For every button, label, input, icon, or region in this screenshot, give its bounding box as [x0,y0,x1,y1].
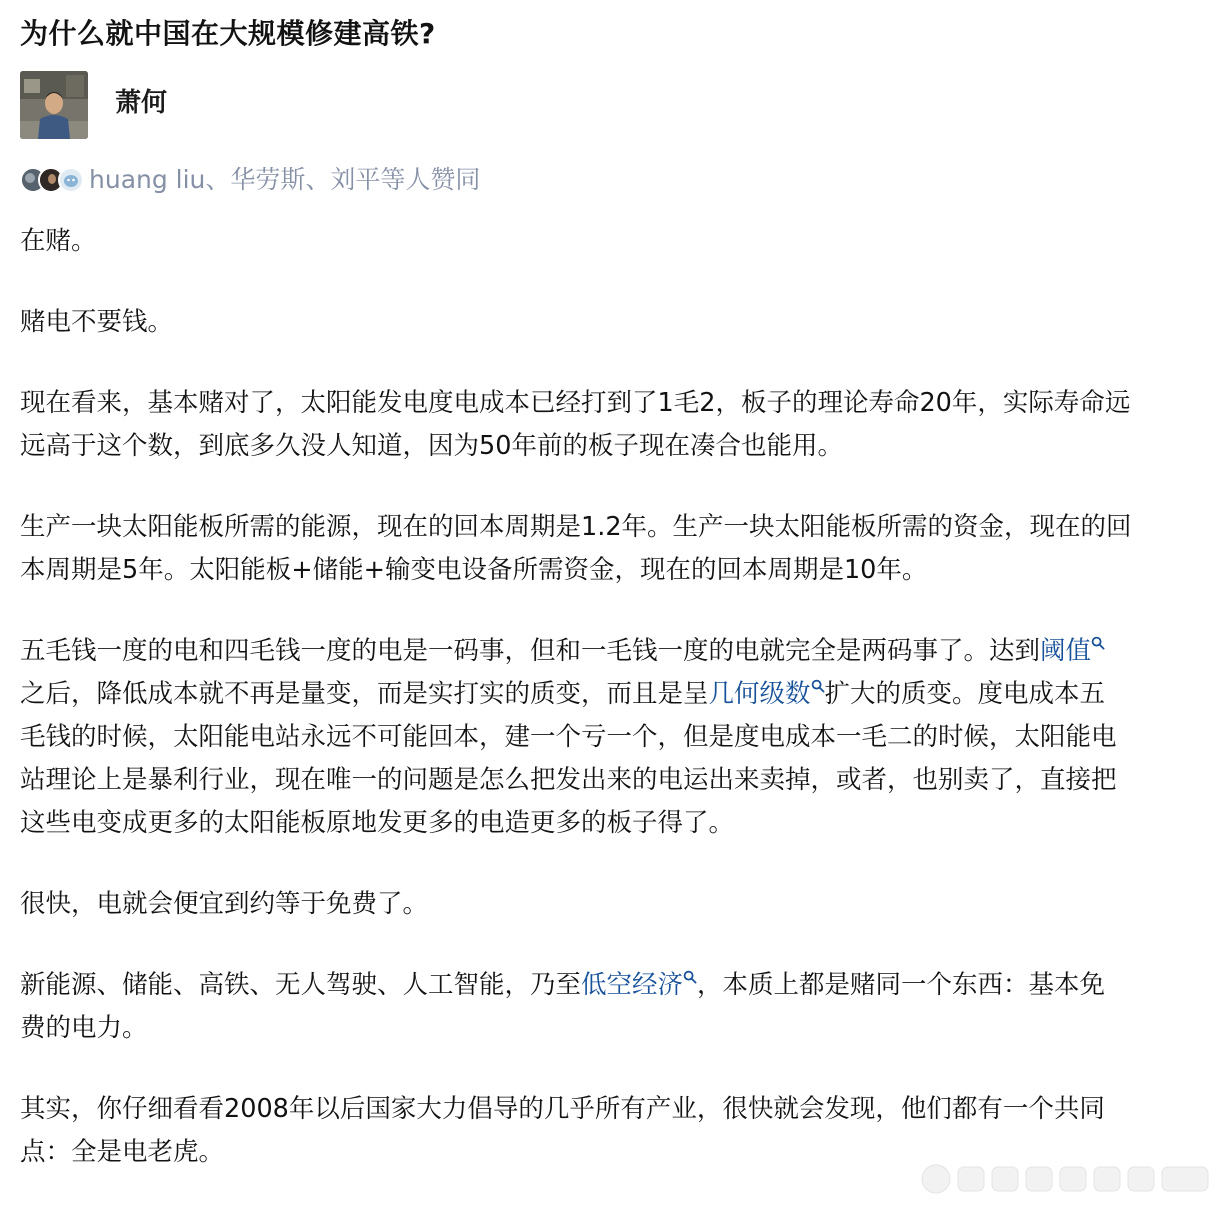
answer-content [20,220,1200,1212]
paragraph-line: 点：全是电老虎。 [20,1137,225,1167]
keyword-link-threshold[interactable]: 阈值 [1040,636,1092,666]
voter-avatars [20,167,86,193]
paragraph-line: 赌电不要钱。 [20,307,174,337]
paragraph-line: 站理论上是暴利行业，现在唯一的问题是怎么把发出来的电运出来卖掉，或者，也别卖了，直接把 [20,765,1117,795]
paragraph-line: 很快，电就会便宜到约等于免费了。 [20,889,429,919]
paragraph-line: 这些电变成更多的太阳能板原地发更多的电造更多的板子得了。 [20,808,735,838]
text-segment: 新能源、储能、高铁、无人驾驶、人工智能，乃至 [20,970,582,1000]
paragraph-line [20,964,1200,1007]
paragraph-line: 在赌。 [20,226,97,256]
paragraph [20,506,1200,592]
paragraph-line: 生产一块太阳能板所需的能源，现在的回本周期是1.2年。生产一块太阳能板所需的资金，现在的回 [20,512,1132,542]
keyword-link-geometric-series[interactable]: 几何级数 [708,679,811,709]
author-name[interactable]: 萧何 [115,88,168,118]
paragraph [20,964,1200,1050]
paragraph-line: 费的电力。 [20,1013,148,1043]
paragraph-line [20,630,1200,673]
paragraph-line: 现在看来，基本赌对了，太阳能发电度电成本已经打到了1毛2，板子的理论寿命20年，实际寿命远 [20,388,1131,418]
paragraph [20,220,1200,263]
text-segment: 扩大的质变。度电成本五 [824,679,1106,709]
search-icon[interactable] [683,970,697,984]
voter-avatar [58,167,84,193]
paragraph-line: 本周期是5年。太阳能板+储能+输变电设备所需资金，现在的回本周期是10年。 [20,555,928,585]
text-segment: ，本质上都是赌同一个东西：基本免 [697,970,1106,1000]
search-icon[interactable] [811,679,825,693]
author-avatar[interactable] [20,71,88,139]
paragraph [20,301,1200,344]
paragraph-line: 其实，你仔细看看2008年以后国家大力倡导的几乎所有产业，很快就会发现，他们都有一个共同 [20,1094,1105,1124]
text-segment: 五毛钱一度的电和四毛钱一度的电是一码事，但和一毛钱一度的电就完全是两码事了。达到 [20,636,1041,666]
keyword-link-low-altitude-economy[interactable]: 低空经济 [581,970,684,1000]
author-avatar-image [20,71,88,139]
paragraph-line: 远高于这个数，到底多久没人知道，因为50年前的板子现在凑合也能用。 [20,431,843,461]
paragraph [20,382,1200,468]
watermark-logo [918,1161,1214,1197]
paragraph-line [20,673,1200,716]
paragraph-line: 毛钱的时候，太阳能电站永远不可能回本，建一个亏一个，但是度电成本一毛二的时候，太阳能电 [20,722,1117,752]
question-title[interactable]: 为什么就中国在大规模修建高铁? [20,17,436,50]
text-segment: 之后，降低成本就不再是量变，而是实打实的质变，而且是呈 [20,679,709,709]
search-icon[interactable] [1091,636,1105,650]
voters-text: huang liu、华劳斯、刘平等人赞同 [89,165,481,194]
paragraph [20,630,1200,845]
paragraph [20,883,1200,926]
voters-row[interactable] [20,162,720,198]
